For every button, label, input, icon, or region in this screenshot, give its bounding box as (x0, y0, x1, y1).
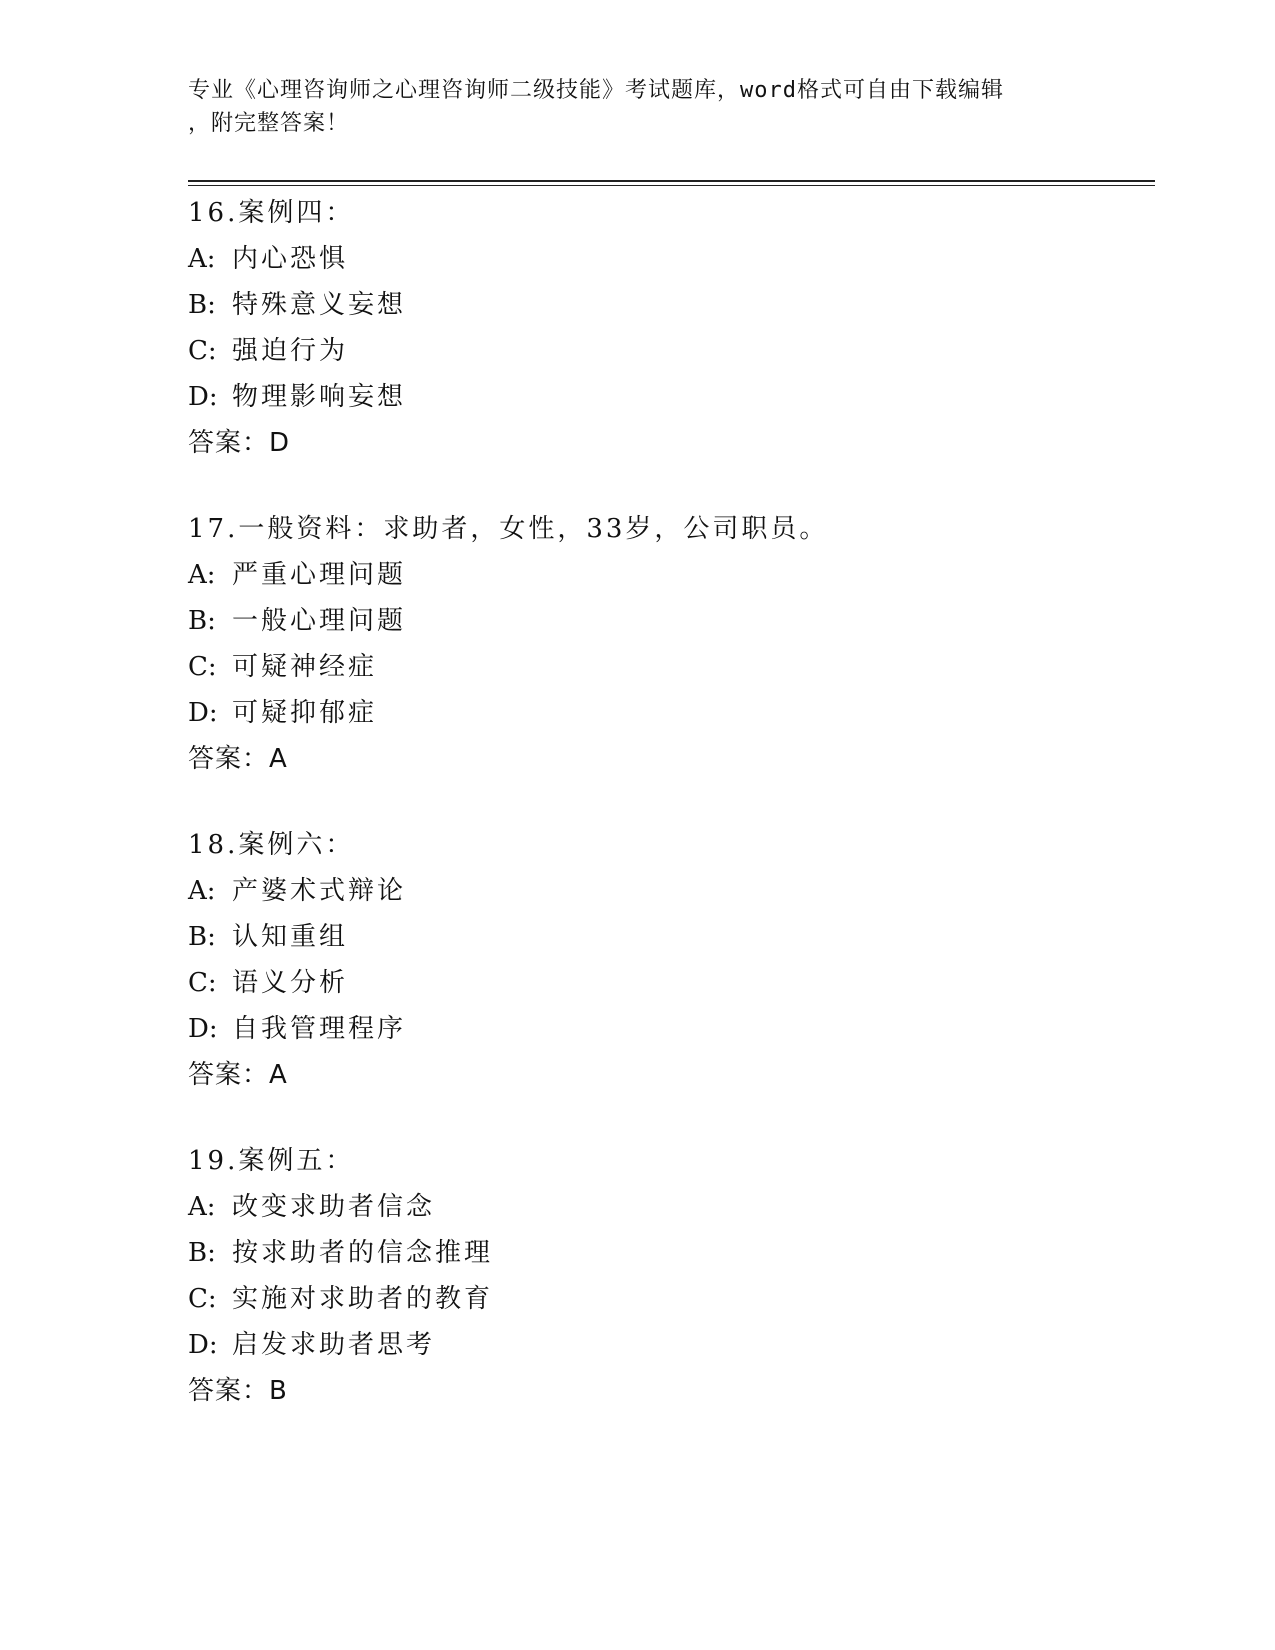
header-divider-thick (188, 180, 1155, 182)
option-d: D: 启发求助者思考 (188, 1330, 436, 1360)
option-a: A: 产婆术式辩论 (188, 876, 407, 906)
question-stem: 16.案例四： (188, 198, 355, 228)
header-divider-thin (188, 185, 1155, 186)
option-b: B: 按求助者的信念推理 (188, 1238, 494, 1268)
answer-line: 答案：B (188, 1376, 288, 1406)
header-line-2: ，附完整答案！ (188, 111, 350, 136)
option-b: B: 一般心理问题 (188, 606, 407, 636)
option-d: D: 自我管理程序 (188, 1014, 407, 1044)
answer-line: 答案：A (188, 744, 288, 774)
answer-line: 答案：D (188, 428, 291, 458)
question-17 (188, 506, 1148, 782)
option-c: C: 实施对求助者的教育 (188, 1284, 494, 1314)
option-b: B: 特殊意义妄想 (188, 290, 407, 320)
option-a: A: 严重心理问题 (188, 560, 407, 590)
document-header (188, 74, 1088, 140)
question-stem: 19.案例五： (188, 1146, 355, 1176)
question-stem: 18.案例六： (188, 830, 355, 860)
option-c: C: 可疑神经症 (188, 652, 378, 682)
option-c: C: 强迫行为 (188, 336, 349, 366)
question-16 (188, 190, 1148, 466)
question-stem: 17.一般资料：求助者，女性，33岁，公司职员。 (188, 514, 829, 544)
question-18 (188, 822, 1148, 1098)
option-a: A: 改变求助者信念 (188, 1192, 436, 1222)
option-b: B: 认知重组 (188, 922, 349, 952)
option-a: A: 内心恐惧 (188, 244, 349, 274)
question-19 (188, 1138, 1148, 1414)
answer-line: 答案：A (188, 1060, 288, 1090)
option-c: C: 语义分析 (188, 968, 349, 998)
question-list (188, 190, 1148, 1454)
option-d: D: 可疑抑郁症 (188, 698, 378, 728)
option-d: D: 物理影响妄想 (188, 382, 407, 412)
header-line-1: 专业《心理咨询师之心理咨询师二级技能》考试题库，word格式可自由下载编辑 (188, 78, 1004, 103)
